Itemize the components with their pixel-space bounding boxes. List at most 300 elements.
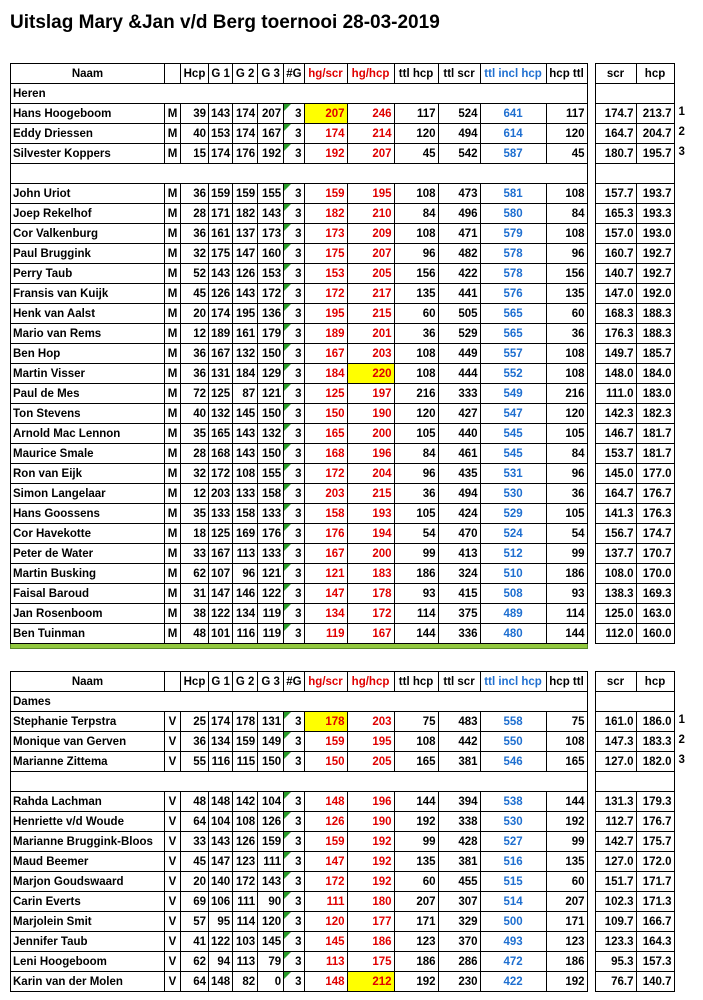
column-header: G 1 — [209, 64, 233, 84]
games-count: 3 — [284, 444, 304, 464]
spacer — [587, 544, 595, 564]
game-2: 159 — [233, 184, 258, 204]
player-name: Stephanie Terpstra — [11, 712, 165, 732]
game-3: 150 — [258, 752, 284, 772]
total-incl-handicap: 587 — [480, 144, 546, 164]
empty-cell — [595, 692, 674, 712]
gender: V — [165, 912, 181, 932]
total-incl-handicap: 512 — [480, 544, 546, 564]
column-header — [165, 64, 181, 84]
high-game-scratch: 147 — [304, 852, 347, 872]
game-2: 108 — [233, 464, 258, 484]
handicap-total: 36 — [546, 324, 587, 344]
game-3: 143 — [258, 204, 284, 224]
table-row — [11, 364, 675, 384]
gender: M — [165, 364, 181, 384]
handicap: 45 — [181, 284, 209, 304]
average-scratch: 153.7 — [595, 444, 636, 464]
total-incl-handicap: 558 — [480, 712, 546, 732]
table-row — [11, 584, 675, 604]
player-name: Mario van Rems — [11, 324, 165, 344]
game-3: 133 — [258, 504, 284, 524]
game-3: 126 — [258, 812, 284, 832]
game-2: 169 — [233, 524, 258, 544]
player-name: Hans Goossens — [11, 504, 165, 524]
page-title: Uitslag Mary &Jan v/d Berg toernooi 28-03-2019 — [10, 12, 440, 33]
game-3: 155 — [258, 184, 284, 204]
total-scratch: 324 — [438, 564, 480, 584]
high-game-handicap: 203 — [347, 712, 394, 732]
total-incl-handicap: 489 — [480, 604, 546, 624]
table-row — [11, 972, 675, 992]
player-name: Hans Hoogeboom — [11, 104, 165, 124]
player-name: Leni Hoogeboom — [11, 952, 165, 972]
header-row — [11, 672, 675, 692]
average-scratch: 112.0 — [595, 624, 636, 644]
total-handicap: 45 — [394, 144, 438, 164]
total-handicap: 108 — [394, 344, 438, 364]
spacer — [587, 264, 595, 284]
total-handicap: 114 — [394, 604, 438, 624]
handicap: 31 — [181, 584, 209, 604]
rank-label: 3 — [678, 145, 685, 158]
average-handicap: 172.0 — [636, 852, 674, 872]
high-game-scratch: 172 — [304, 464, 347, 484]
game-1: 148 — [209, 972, 233, 992]
rank-label: 1 — [678, 713, 685, 726]
handicap: 33 — [181, 832, 209, 852]
game-1: 131 — [209, 364, 233, 384]
spacer — [587, 404, 595, 424]
average-scratch: 140.7 — [595, 264, 636, 284]
gender: M — [165, 324, 181, 344]
column-header: hcp ttl — [546, 64, 587, 84]
handicap: 33 — [181, 544, 209, 564]
total-scratch: 286 — [438, 952, 480, 972]
handicap-total: 108 — [546, 344, 587, 364]
player-name: Ton Stevens — [11, 404, 165, 424]
player-name: Rahda Lachman — [11, 792, 165, 812]
average-handicap: 140.7 — [636, 972, 674, 992]
high-game-scratch: 165 — [304, 424, 347, 444]
game-2: 176 — [233, 144, 258, 164]
total-handicap: 75 — [394, 712, 438, 732]
gender: M — [165, 584, 181, 604]
average-scratch: 108.0 — [595, 564, 636, 584]
game-2: 137 — [233, 224, 258, 244]
average-handicap: 193.7 — [636, 184, 674, 204]
game-2: 143 — [233, 424, 258, 444]
game-2: 111 — [233, 892, 258, 912]
high-game-scratch: 178 — [304, 712, 347, 732]
handicap-total: 75 — [546, 712, 587, 732]
game-1: 134 — [209, 732, 233, 752]
game-2: 147 — [233, 244, 258, 264]
gender: V — [165, 872, 181, 892]
handicap-total: 117 — [546, 104, 587, 124]
average-scratch: 76.7 — [595, 972, 636, 992]
total-scratch: 427 — [438, 404, 480, 424]
average-handicap: 169.3 — [636, 584, 674, 604]
gender: M — [165, 604, 181, 624]
average-scratch: 109.7 — [595, 912, 636, 932]
handicap: 36 — [181, 364, 209, 384]
handicap: 35 — [181, 424, 209, 444]
high-game-scratch: 168 — [304, 444, 347, 464]
game-2: 143 — [233, 284, 258, 304]
gender: M — [165, 424, 181, 444]
heren-results-table — [10, 63, 675, 649]
game-1: 171 — [209, 204, 233, 224]
total-scratch: 381 — [438, 852, 480, 872]
gender: M — [165, 224, 181, 244]
handicap-total: 108 — [546, 364, 587, 384]
average-handicap: 192.7 — [636, 244, 674, 264]
high-game-scratch: 148 — [304, 792, 347, 812]
games-count: 3 — [284, 264, 304, 284]
spacer — [587, 772, 595, 792]
player-name: Martin Visser — [11, 364, 165, 384]
average-scratch: 168.3 — [595, 304, 636, 324]
high-game-scratch: 147 — [304, 584, 347, 604]
total-incl-handicap: 493 — [480, 932, 546, 952]
player-name: Ben Hop — [11, 344, 165, 364]
spacer — [587, 584, 595, 604]
total-scratch: 307 — [438, 892, 480, 912]
high-game-handicap: 177 — [347, 912, 394, 932]
section-label: Heren — [11, 84, 165, 104]
gender: M — [165, 124, 181, 144]
column-header: G 1 — [209, 672, 233, 692]
high-game-scratch: 145 — [304, 932, 347, 952]
high-game-handicap: 167 — [347, 624, 394, 644]
player-name: Joep Rekelhof — [11, 204, 165, 224]
gender: M — [165, 304, 181, 324]
total-incl-handicap: 549 — [480, 384, 546, 404]
average-scratch: 127.0 — [595, 752, 636, 772]
spacer — [587, 524, 595, 544]
spacer — [587, 424, 595, 444]
game-2: 142 — [233, 792, 258, 812]
total-incl-handicap: 557 — [480, 344, 546, 364]
column-header: ttl scr — [438, 672, 480, 692]
table-row — [11, 952, 675, 972]
handicap-total: 171 — [546, 912, 587, 932]
handicap: 12 — [181, 484, 209, 504]
column-header: hg/hcp — [347, 672, 394, 692]
section-label-row — [11, 84, 675, 104]
average-scratch: 112.7 — [595, 812, 636, 832]
total-handicap: 171 — [394, 912, 438, 932]
player-name: Faisal Baroud — [11, 584, 165, 604]
game-2: 134 — [233, 604, 258, 624]
player-name: Maud Beemer — [11, 852, 165, 872]
game-1: 94 — [209, 952, 233, 972]
game-3: 176 — [258, 524, 284, 544]
handicap-total: 156 — [546, 264, 587, 284]
game-3: 150 — [258, 404, 284, 424]
column-header: Hcp — [181, 64, 209, 84]
total-handicap: 207 — [394, 892, 438, 912]
player-name: Cor Valkenburg — [11, 224, 165, 244]
total-handicap: 108 — [394, 364, 438, 384]
table-row — [11, 932, 675, 952]
total-handicap: 165 — [394, 752, 438, 772]
high-game-handicap: 201 — [347, 324, 394, 344]
game-3: 104 — [258, 792, 284, 812]
game-3: 192 — [258, 144, 284, 164]
column-header: Hcp — [181, 672, 209, 692]
total-incl-handicap: 529 — [480, 504, 546, 524]
high-game-scratch: 158 — [304, 504, 347, 524]
handicap: 52 — [181, 264, 209, 284]
game-3: 133 — [258, 544, 284, 564]
high-game-handicap: 209 — [347, 224, 394, 244]
average-handicap: 163.0 — [636, 604, 674, 624]
high-game-scratch: 175 — [304, 244, 347, 264]
total-scratch: 329 — [438, 912, 480, 932]
average-handicap: 183.3 — [636, 732, 674, 752]
games-count: 3 — [284, 124, 304, 144]
player-name: Marianne Bruggink-Bloos — [11, 832, 165, 852]
total-scratch: 394 — [438, 792, 480, 812]
spacer — [587, 792, 595, 812]
high-game-scratch: 203 — [304, 484, 347, 504]
table-row — [11, 852, 675, 872]
empty-cell — [595, 84, 674, 104]
average-handicap: 185.7 — [636, 344, 674, 364]
blank-row — [11, 772, 675, 792]
handicap-total: 54 — [546, 524, 587, 544]
player-name: Martin Busking — [11, 564, 165, 584]
games-count: 3 — [284, 204, 304, 224]
table-row — [11, 732, 675, 752]
game-2: 113 — [233, 544, 258, 564]
games-count: 3 — [284, 224, 304, 244]
handicap-total: 99 — [546, 544, 587, 564]
game-3: 121 — [258, 564, 284, 584]
total-incl-handicap: 510 — [480, 564, 546, 584]
game-2: 123 — [233, 852, 258, 872]
handicap-total: 135 — [546, 284, 587, 304]
average-scratch: 142.7 — [595, 832, 636, 852]
high-game-handicap: 183 — [347, 564, 394, 584]
gender: M — [165, 484, 181, 504]
high-game-handicap: 190 — [347, 812, 394, 832]
total-scratch: 473 — [438, 184, 480, 204]
game-2: 174 — [233, 104, 258, 124]
games-count: 3 — [284, 424, 304, 444]
table-row — [11, 444, 675, 464]
average-scratch: 176.3 — [595, 324, 636, 344]
gender: M — [165, 244, 181, 264]
game-1: 122 — [209, 932, 233, 952]
game-1: 174 — [209, 712, 233, 732]
average-scratch: 146.7 — [595, 424, 636, 444]
handicap-total: 144 — [546, 792, 587, 812]
game-3: 90 — [258, 892, 284, 912]
game-2: 126 — [233, 264, 258, 284]
handicap-total: 108 — [546, 184, 587, 204]
gender: M — [165, 524, 181, 544]
game-1: 104 — [209, 812, 233, 832]
high-game-handicap: 197 — [347, 384, 394, 404]
average-handicap: 195.7 — [636, 144, 674, 164]
total-incl-handicap: 530 — [480, 484, 546, 504]
high-game-scratch: 150 — [304, 752, 347, 772]
game-3: 153 — [258, 264, 284, 284]
average-scratch: 138.3 — [595, 584, 636, 604]
handicap-total: 105 — [546, 424, 587, 444]
high-game-scratch: 113 — [304, 952, 347, 972]
total-scratch: 424 — [438, 504, 480, 524]
average-handicap: 171.3 — [636, 892, 674, 912]
gender: M — [165, 144, 181, 164]
average-handicap: 192.7 — [636, 264, 674, 284]
high-game-handicap: 220 — [347, 364, 394, 384]
total-handicap: 84 — [394, 204, 438, 224]
game-2: 103 — [233, 932, 258, 952]
column-header: ttl incl hcp — [480, 672, 546, 692]
empty-cell — [595, 164, 674, 184]
table-row — [11, 204, 675, 224]
player-name: Perry Taub — [11, 264, 165, 284]
gender: V — [165, 892, 181, 912]
table-row — [11, 712, 675, 732]
game-1: 95 — [209, 912, 233, 932]
spacer — [587, 832, 595, 852]
spacer — [587, 504, 595, 524]
game-2: 113 — [233, 952, 258, 972]
average-handicap: 193.0 — [636, 224, 674, 244]
high-game-scratch: 153 — [304, 264, 347, 284]
game-2: 82 — [233, 972, 258, 992]
high-game-handicap: 178 — [347, 584, 394, 604]
game-2: 115 — [233, 752, 258, 772]
handicap-total: 120 — [546, 404, 587, 424]
total-incl-handicap: 538 — [480, 792, 546, 812]
average-handicap: 213.7 — [636, 104, 674, 124]
average-scratch: 157.7 — [595, 184, 636, 204]
handicap-total: 135 — [546, 852, 587, 872]
games-count: 3 — [284, 852, 304, 872]
game-3: 159 — [258, 832, 284, 852]
average-handicap: 176.7 — [636, 484, 674, 504]
game-1: 143 — [209, 832, 233, 852]
column-header — [587, 64, 595, 84]
column-header: #G — [284, 672, 304, 692]
gender: M — [165, 404, 181, 424]
rank-label: 2 — [678, 125, 685, 138]
high-game-scratch: 159 — [304, 732, 347, 752]
total-scratch: 461 — [438, 444, 480, 464]
total-handicap: 84 — [394, 444, 438, 464]
total-scratch: 435 — [438, 464, 480, 484]
average-handicap: 179.3 — [636, 792, 674, 812]
high-game-handicap: 207 — [347, 244, 394, 264]
high-game-scratch: 111 — [304, 892, 347, 912]
game-2: 158 — [233, 504, 258, 524]
average-handicap: 182.3 — [636, 404, 674, 424]
high-game-handicap: 200 — [347, 544, 394, 564]
empty-cell — [11, 164, 588, 184]
average-scratch: 131.3 — [595, 792, 636, 812]
total-incl-handicap: 550 — [480, 732, 546, 752]
total-scratch: 470 — [438, 524, 480, 544]
average-handicap: 186.0 — [636, 712, 674, 732]
games-count: 3 — [284, 584, 304, 604]
game-1: 203 — [209, 484, 233, 504]
total-incl-handicap: 565 — [480, 324, 546, 344]
average-scratch: 137.7 — [595, 544, 636, 564]
spacer — [587, 104, 595, 124]
player-name: Paul de Mes — [11, 384, 165, 404]
spacer — [587, 932, 595, 952]
total-handicap: 60 — [394, 304, 438, 324]
game-1: 143 — [209, 264, 233, 284]
handicap-total: 192 — [546, 972, 587, 992]
games-count: 3 — [284, 304, 304, 324]
total-incl-handicap: 527 — [480, 832, 546, 852]
player-name: Jan Rosenboom — [11, 604, 165, 624]
average-handicap: 175.7 — [636, 832, 674, 852]
game-2: 195 — [233, 304, 258, 324]
game-2: 184 — [233, 364, 258, 384]
player-name: Cor Havekotte — [11, 524, 165, 544]
separator-bar — [11, 644, 675, 649]
high-game-handicap: 195 — [347, 184, 394, 204]
table-row — [11, 304, 675, 324]
player-name: John Uriot — [11, 184, 165, 204]
high-game-scratch: 121 — [304, 564, 347, 584]
high-game-handicap: 193 — [347, 504, 394, 524]
handicap-total: 144 — [546, 624, 587, 644]
high-game-handicap: 215 — [347, 304, 394, 324]
table-row — [11, 384, 675, 404]
green-divider — [11, 644, 588, 649]
rank-label: 3 — [678, 753, 685, 766]
total-scratch: 441 — [438, 284, 480, 304]
total-incl-handicap: 480 — [480, 624, 546, 644]
average-handicap: 204.7 — [636, 124, 674, 144]
game-1: 174 — [209, 304, 233, 324]
high-game-handicap: 200 — [347, 424, 394, 444]
average-scratch: 174.7 — [595, 104, 636, 124]
average-handicap: 188.3 — [636, 304, 674, 324]
column-header: Naam — [11, 672, 165, 692]
handicap: 64 — [181, 812, 209, 832]
handicap: 36 — [181, 344, 209, 364]
spacer — [587, 364, 595, 384]
column-header: hcp — [636, 672, 674, 692]
games-count: 3 — [284, 732, 304, 752]
handicap: 32 — [181, 464, 209, 484]
high-game-scratch: 120 — [304, 912, 347, 932]
total-incl-handicap: 500 — [480, 912, 546, 932]
average-scratch: 147.0 — [595, 284, 636, 304]
gender: M — [165, 284, 181, 304]
spacer — [587, 384, 595, 404]
total-scratch: 422 — [438, 264, 480, 284]
average-handicap: 171.7 — [636, 872, 674, 892]
total-scratch: 370 — [438, 932, 480, 952]
game-1: 161 — [209, 224, 233, 244]
total-scratch: 442 — [438, 732, 480, 752]
game-3: 145 — [258, 932, 284, 952]
average-handicap: 176.7 — [636, 812, 674, 832]
game-2: 178 — [233, 712, 258, 732]
player-name: Ron van Eijk — [11, 464, 165, 484]
